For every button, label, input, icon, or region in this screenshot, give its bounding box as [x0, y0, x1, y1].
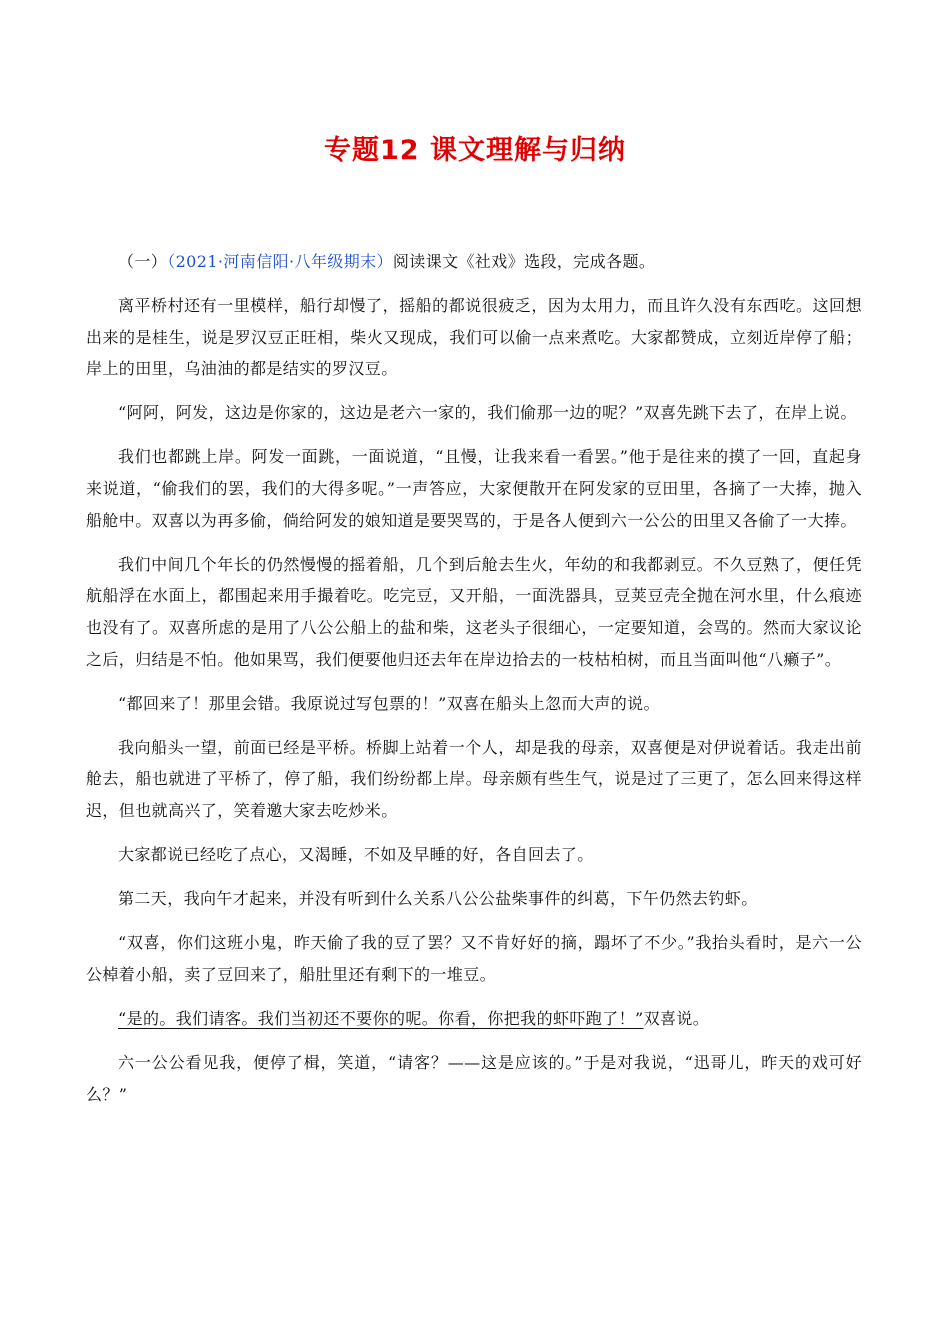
underlined-paragraph-tail: 双喜说。 — [643, 1008, 710, 1028]
question-prompt: 阅读课文《社戏》选段，完成各题。 — [392, 252, 656, 271]
paragraph: 第二天，我向午才起来，并没有听到什么关系八公公盐柴事件的纠葛，下午仍然去钓虾。 — [118, 889, 758, 909]
paragraph: 我向船头一望，前面已经是平桥。桥脚上站着一个人，却是我的母亲，双喜便是对伊说着话。我走出前舱去，船也就进了平桥了，停了船，我们纷纷都上岸。母亲颇有些生气，说是过了三更了，怎么回来得这样迟，但也就高兴了，笑着邀大家去吃炒米。 — [86, 737, 862, 820]
underlined-paragraph — [86, 1003, 862, 1035]
paragraph: “双喜，你们这班小鬼，昨天偷了我的豆了罢？又不肯好好的摘，蹋坏了不少。”我抬头看时，是六一公公棹着小船，卖了豆回来了，船肚里还有剩下的一堆豆。 — [86, 933, 862, 984]
paragraph: 我们也都跳上岸。阿发一面跳，一面说道，“且慢，让我来看一看罢。”他于是往来的摸了一回，直起身来说道，“偷我们的罢，我们的大得多呢。”一声答应，大家便散开在阿发家的豆田里，各摘了一大捧，抛入船舱中。双喜以为再多偷，倘给阿发的娘知道是要哭骂的，于是各人便到六一公公的田里又各偷了一大捧。 — [86, 447, 862, 530]
paragraph: 大家都说已经吃了点心，又渴睡，不如及早睡的好，各自回去了。 — [118, 845, 594, 864]
underlined-quote: “是的。我们请客。我们当初还不要你的呢。你看，你把我的虾吓跑了！” — [118, 1008, 644, 1028]
question-number: （一） — [118, 252, 168, 271]
question-source: （2021·河南信阳·八年级期末） — [167, 252, 393, 271]
paragraph: 六一公公看见我，便停了楫，笑道，“请客？——这是应该的。”于是对我说，“迅哥儿，昨天的戏可好么？” — [86, 1052, 862, 1104]
document-body — [86, 246, 862, 1123]
question-header — [86, 246, 862, 278]
paragraph: 离平桥村还有一里模样，船行却慢了，摇船的都说很疲乏，因为太用力，而且许久没有东西吃。这回想出来的是桂生，说是罗汉豆正旺相，柴火又现成，我们可以偷一点来煮吃。大家都赞成，立刻近岸停了船；岸上的田里，乌油油的都是结实的罗汉豆。 — [86, 296, 862, 379]
paragraph: “都回来了！那里会错。我原说过写包票的！”双喜在船头上忽而大声的说。 — [118, 693, 660, 713]
page-title: 专题12 课文理解与归纳 — [324, 135, 626, 166]
paragraph: 我们中间几个年长的仍然慢慢的摇着船，几个到后舱去生火，年幼的和我都剥豆。不久豆熟了，便任凭航船浮在水面上，都围起来用手撮着吃。吃完豆，又开船，一面洗器具，豆荚豆壳全抛在河水里，什么痕迹也没有了。双喜所虑的是用了八公公船上的盐和柴，这老头子很细心，一定要知道，会骂的。然而大家议论之后，归结是不怕。他如果骂，我们便要他归还去年在岸边拾去的一枝枯柏树，而且当面叫他“八癞子”。 — [86, 554, 862, 669]
paragraph: “阿阿，阿发，这边是你家的，这边是老六一家的，我们偷那一边的呢？”双喜先跳下去了，在岸上说。 — [118, 403, 857, 423]
